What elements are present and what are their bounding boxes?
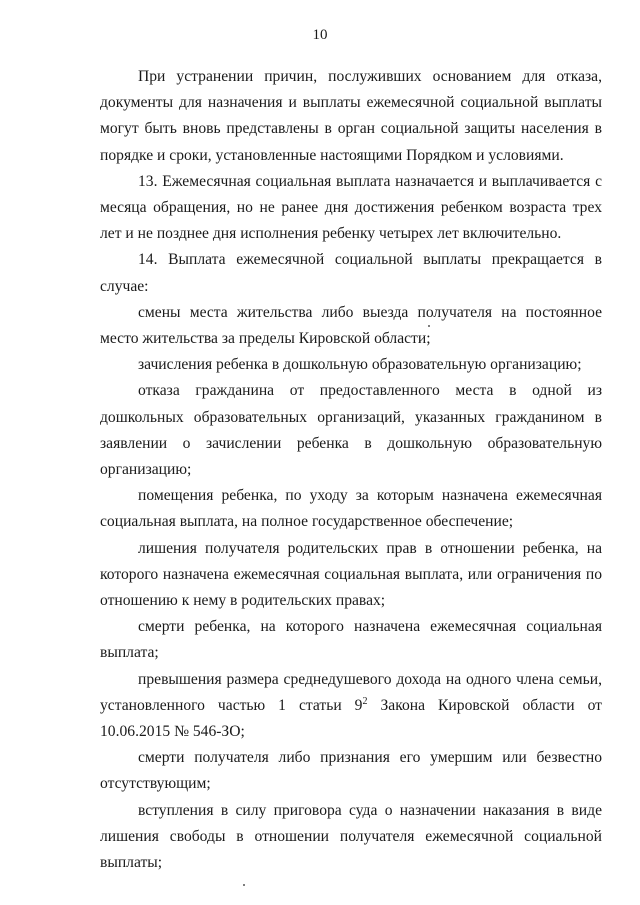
income-excess-text-before: превышения размера среднедушевого дохода на одного члена семьи, установленного частью 1 статьи 9 [100,670,602,714]
paragraph-case-residence-change: смены места жительства либо выезда получателя на постоянное место жительства за пределы Кировской области; [100,303,602,348]
paragraph-case-child-death: смерти ребенка, на которого назначена ежемесячная социальная выплата; [100,618,602,662]
paragraph-case-sentence: вступления в силу приговора суда о назначении наказания в виде лишения свободы в отношении получателя ежемесячной социальной выплаты; [100,801,602,872]
scan-speck-mark [428,325,430,327]
paragraph-item-13: 13. Ежемесячная социальная выплата назначается и выплачивается с месяца обращения, но не ранее дня достижения ребенком возраста трех лет и не позднее дня исполнения ребенку четырех лет включительно. [100,172,602,243]
scan-speck-mark [243,884,245,886]
paragraph-case-recipient-death: смерти получателя либо признания его умершим или безвестно отсутствующим; [100,749,602,793]
income-excess-text-after: Закона Кировской области от 10.06.2015 № 546-ЗО; [100,696,602,741]
article-superscript: 2 [362,695,368,707]
page-number: 10 [312,27,328,43]
paragraph-case-refusal: отказа гражданина от предоставленного места в одной из дошкольных образовательных организаций, указанных гражданином в заявлении о зачислении ребенка в дошкольную образовательную организацию; [100,382,602,479]
paragraph-case-enrollment: зачисления ребенка в дошкольную образовательную организацию; [138,356,582,374]
document-body [100,64,602,876]
paragraph-case-state-support: помещения ребенка, по уходу за которым назначена ежемесячная социальная выплата, на полное государственное обеспечение; [100,487,602,531]
paragraph-reasons-removal: При устранении причин, послуживших основанием для отказа, документы для назначения и выплаты ежемесячной социальной выплаты могут быть вновь представлены в орган социальной защиты населения в порядке и сроки, установленные настоящими Порядком и условиями. [100,68,602,164]
paragraph-case-income-excess [100,667,602,746]
paragraph-item-14: 14. Выплата ежемесячной социальной выплаты прекращается в случае: [100,251,602,295]
paragraph-case-parental-rights: лишения получателя родительских прав в отношении ребенка, на которого назначена ежемесячная социальная выплата, или ограничения по отношению к нему в родительских правах; [100,539,602,610]
